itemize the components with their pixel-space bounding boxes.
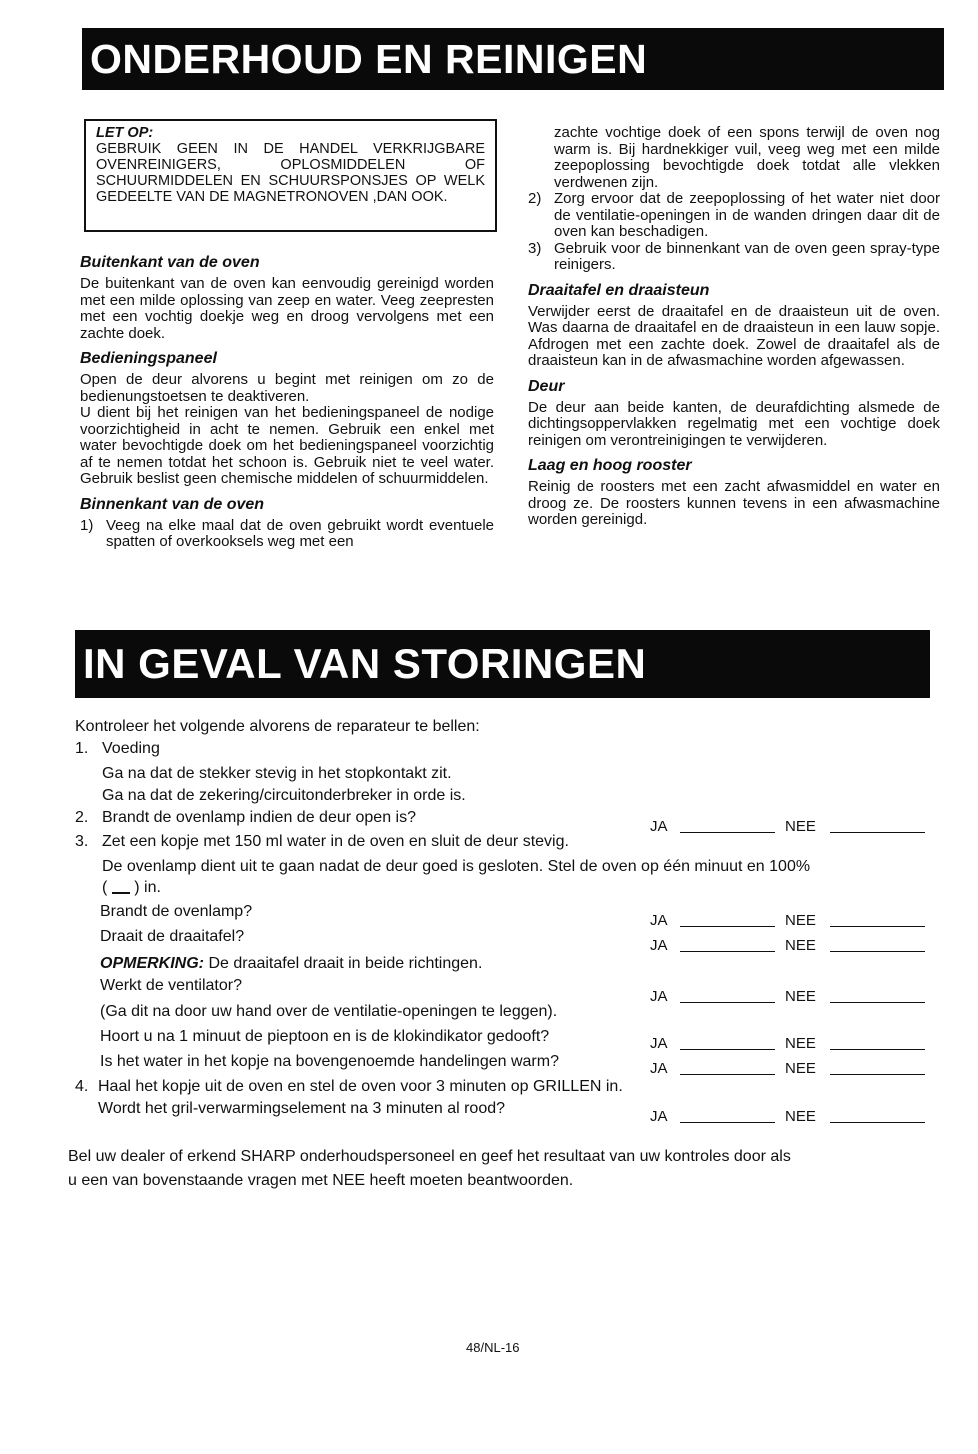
paragraph-control-panel-2: U dient bij het reinigen van het bedieningspaneel de nodige voorzichtigheid in acht te nemen. Gebruik een enkel met water bevochtigde doek om het bedieningspaneel voorzichtig af te nemen totdat het schoon is. Gebruik niet te veel water. Gebruik beslist geen chemische middelen of schuurmiddelen. [80,404,494,487]
check-text: Ga na dat de stekker stevig in het stopkontakt zit. [102,765,452,782]
list-item [528,191,940,241]
no-label: NEE [785,912,816,929]
paragraph-turntable: Verwijder eerst de draaitafel en de draaisteun uit de oven. Was daarna de draaitafel en de draaisteun in een lauw sopje. Afdrogen met een zachte doek. Zowel de draaitafel als de draaisteun kan in de afwasmachine worden afgewassen. [528,302,940,369]
check-number: 3. [75,833,89,850]
list-item [528,241,940,274]
microwave-power-icon [112,878,130,894]
paragraph-exterior: De buitenkant van de oven kan eenvoudig gereinigd worden met een milde oplossing van zeep en water. Veeg zeepresten met een vochtig doekje weg en droog vervolgens met een zachte doek. [80,275,494,342]
check-text: Brandt de ovenlamp indien de deur open is? [102,809,416,826]
warning-line: GEDEELTE VAN DE MAGNETRONOVEN ,DAN OOK. [96,189,448,205]
check-text: Hoort u na 1 minuut de pieptoon en is de klokindikator gedooft? [100,1028,550,1045]
list-number: 3) [528,239,542,257]
paragraph-door: De deur aan beide kanten, de deurafdichting alsmede de dichtingsoppervlakken regelmatig met een vochtige doek reinigen om verontreinigingen te verwijderen. [528,398,940,449]
yes-label: JA [650,1060,668,1077]
yes-label: JA [650,1108,668,1125]
no-label: NEE [785,1108,816,1125]
check-text: ( ) in. [102,879,161,896]
list-text: zachte vochtige doek of een spons terwijl de oven nog warm is. Bij hardnekkiger vuil, veeg weg met een milde zeepoplossing bevochtigde doek totdat alle vlekken verdwenen zijn. [554,124,940,191]
check-text: Brandt de ovenlamp? [100,903,253,920]
check-text: Haal het kopje uit de oven en stel de oven voor 3 minuten op GRILLEN in. [98,1078,623,1095]
no-label: NEE [785,1035,816,1052]
check-text: Werkt de ventilator? [100,977,242,994]
list-text: Zorg ervoor dat de zeepoplossing of het water niet door de ventilatie-openingen in de wanden dringen daar dit de oven kan beschadigen. [554,190,940,240]
note [100,955,482,973]
yes-answer-line[interactable] [680,1122,775,1123]
list-item [528,125,940,191]
yes-answer-line[interactable] [680,1074,775,1075]
no-label: NEE [785,1060,816,1077]
right-column [528,125,940,529]
list-text: Gebruik voor de binnenkant van de oven geen spray-type reinigers. [554,239,940,273]
list-item [80,518,494,551]
section-title-troubleshooting: IN GEVAL VAN STORINGEN [75,630,930,698]
paragraph-control-panel: Open de deur alvorens u begint met reinigen om zo de bedienungstoetsen te deaktiveren. [80,371,494,405]
heading-interior: Binnenkant van de oven [80,495,265,513]
intro-text: Kontroleer het volgende alvorens de reparateur te bellen: [75,718,480,735]
heading-exterior: Buitenkant van de oven [80,254,260,271]
outro-text: u een van bovenstaande vragen met NEE heeft moeten beantwoorden. [68,1172,574,1189]
yes-answer-line[interactable] [680,926,775,927]
heading-control-panel: Bedieningspaneel [80,350,217,367]
note-text: De draaitafel draait in beide richtingen. [208,955,483,972]
list-number: 2) [528,190,542,207]
note-label: OPMERKING: [100,955,204,972]
page-number: 48/NL-16 [466,1340,520,1355]
no-answer-line[interactable] [830,926,925,927]
check-power: Voeding [102,740,160,757]
check-text: Draait de draaitafel? [100,928,245,945]
check-text: De ovenlamp dient uit te gaan nadat de deur goed is gesloten. Stel de oven op één minuut en 100% [102,858,811,875]
no-answer-line[interactable] [830,1074,925,1075]
check-text: Zet een kopje met 150 ml water in de oven en sluit de deur stevig. [102,833,569,850]
heading-door: Deur [528,377,565,395]
yes-answer-line[interactable] [680,1002,775,1003]
warning-line: GEBRUIK GEEN IN DE HANDEL VERKRIJGBARE [96,141,485,157]
yes-label: JA [650,912,668,929]
no-answer-line[interactable] [830,832,925,833]
left-column [80,246,494,551]
no-answer-line[interactable] [830,1049,925,1050]
check-number: 2. [75,809,89,826]
heading-turntable: Draaitafel en draaisteun [528,281,710,299]
check-text: (Ga dit na door uw hand over de ventilatie-openingen te leggen). [100,1003,558,1020]
yes-label: JA [650,988,668,1005]
paragraph-racks: Reinig de roosters met een zacht afwasmiddel en water en droog ze. De roosters kunnen tevens in een afwasmachine worden gereinigd. [528,478,940,528]
yes-answer-line[interactable] [680,1049,775,1050]
section-title-maintenance: ONDERHOUD EN REINIGEN [82,28,944,90]
warning-box [84,119,497,232]
yes-label: JA [650,1035,668,1052]
no-label: NEE [785,988,816,1005]
yes-label: JA [650,818,668,835]
warning-line: OVENREINIGERS, OPLOSMIDDELEN OF [96,157,485,173]
warning-line: SCHUURMIDDELEN EN SCHUURSPONSJES OP WELK [96,173,485,189]
heading-racks: Laag en hoog rooster [528,457,692,474]
no-label: NEE [785,937,816,954]
yes-answer-line[interactable] [680,832,775,833]
warning-label: LET OP: [96,125,154,141]
list-text: Veeg na elke maal dat de oven gebruikt wordt eventuele spatten of overkooksels weg met een [106,516,494,550]
check-number: 4. [75,1078,89,1095]
check-text: Is het water in het kopje na bovengenoemde handelingen warm? [100,1053,559,1070]
no-label: NEE [785,818,816,835]
check-number: 1. [75,740,89,757]
no-answer-line[interactable] [830,951,925,952]
outro-text: Bel uw dealer of erkend SHARP onderhoudspersoneel en geef het resultaat van uw kontroles door als [68,1148,791,1165]
yes-answer-line[interactable] [680,951,775,952]
no-answer-line[interactable] [830,1122,925,1123]
list-number: 1) [80,516,94,534]
yes-label: JA [650,937,668,954]
no-answer-line[interactable] [830,1002,925,1003]
check-text: Wordt het gril-verwarmingselement na 3 minuten al rood? [98,1100,506,1117]
check-text: Ga na dat de zekering/circuitonderbreker in orde is. [102,787,466,804]
